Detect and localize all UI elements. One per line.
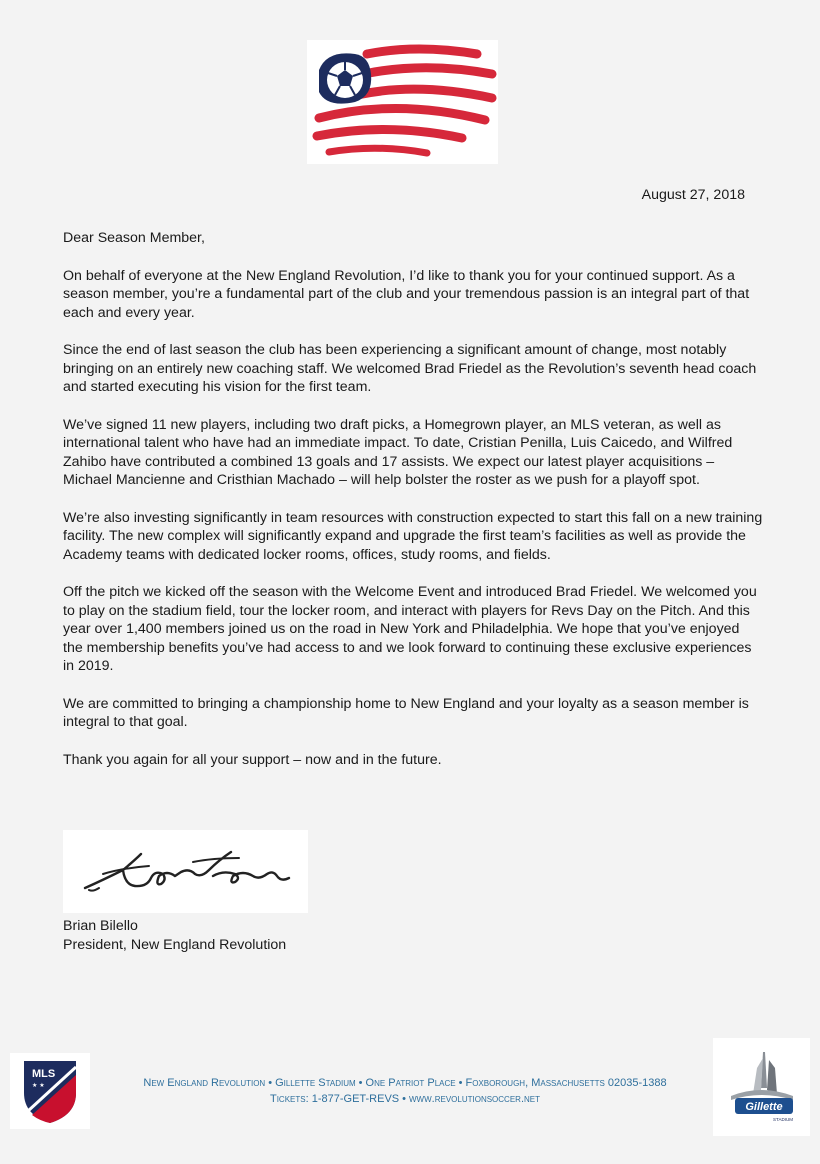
salutation: Dear Season Member,	[63, 230, 205, 246]
footer-contact-line	[100, 1091, 710, 1107]
paragraph: On behalf of everyone at the New England Revolution, I’d like to thank you for your continued support. As a season member, you’re a fundamental part of the club and your tremendous passion is an integral part of that each and every year.	[63, 267, 750, 321]
footer-website-link[interactable]: www.revolutionsoccer.net	[409, 1093, 540, 1105]
footer-street: One Patriot Place	[365, 1077, 456, 1089]
svg-text:★ ★: ★ ★	[32, 1082, 45, 1089]
signer-name: Brian Bilello	[63, 918, 138, 934]
bullet-icon: •	[402, 1093, 406, 1105]
mls-logo-text: MLS	[32, 1068, 56, 1080]
letter-date: August 27, 2018	[641, 187, 745, 203]
paragraph: We are committed to bringing a championship home to New England and your loyalty as a season member is integral to that goal.	[63, 695, 749, 730]
paragraph: Thank you again for all your support – now and in the future.	[63, 751, 442, 768]
footer-tickets: Tickets: 1-877-GET-REVS	[269, 1093, 400, 1105]
paragraph: We’re also investing significantly in team resources with construction expected to start this fall on a new training facility. The new complex will significantly expand and upgrade the first team’s facilities as well as provide the Academy teams with dedicated locker rooms, offices, study rooms, and fields.	[63, 509, 763, 563]
footer	[100, 1075, 710, 1107]
letter-body	[63, 229, 763, 788]
footer-address-line	[100, 1075, 710, 1091]
footer-club: New England Revolution	[143, 1077, 266, 1089]
gillette-stadium-logo	[713, 1038, 810, 1136]
signer-block	[63, 917, 286, 955]
bullet-icon: •	[358, 1077, 363, 1089]
footer-stadium: Gillette Stadium	[275, 1077, 356, 1089]
gillette-logo-text: Gillette	[745, 1101, 783, 1113]
revolution-logo	[307, 40, 498, 164]
mls-logo	[10, 1053, 90, 1129]
footer-city: Foxborough, Massachusetts 02035-1388	[465, 1077, 667, 1089]
signer-title: President, New England Revolution	[63, 937, 287, 953]
signature-image	[63, 830, 308, 913]
paragraph: We’ve signed 11 new players, including two draft picks, a Homegrown player, an MLS veteran, as well as international talent who have had an immediate impact. To date, Cristian Penilla, Luis Caicedo, and Wilfred Zahibo have contributed a combined 13 goals and 17 assists. We expect our latest player acquisitions – Michael Mancienne and Cristhian Machado – will help bolster the roster as we push for a playoff spot.	[63, 416, 733, 488]
paragraph: Off the pitch we kicked off the season with the Welcome Event and introduced Brad Friedel. We welcomed you to play on the stadium field, tour the locker room, and interact with players for Revs Day on the Pitch. And this year over 1,400 members joined us on the road in New York and Philadelphia. We hope that you’ve enjoyed the membership benefits you’ve had access to and we look forward to continuing these exclusive experiences in 2019.	[63, 584, 757, 674]
paragraph: Since the end of last season the club has been experiencing a significant amount of change, most notably bringing on an entirely new coaching staff. We welcomed Brad Friedel as the Revolution’s seventh head coach and started executing his vision for the first team.	[63, 342, 757, 395]
stadium-logo-subtext: STADIUM	[773, 1117, 793, 1122]
bullet-icon: •	[268, 1077, 273, 1089]
bullet-icon: •	[458, 1077, 463, 1089]
